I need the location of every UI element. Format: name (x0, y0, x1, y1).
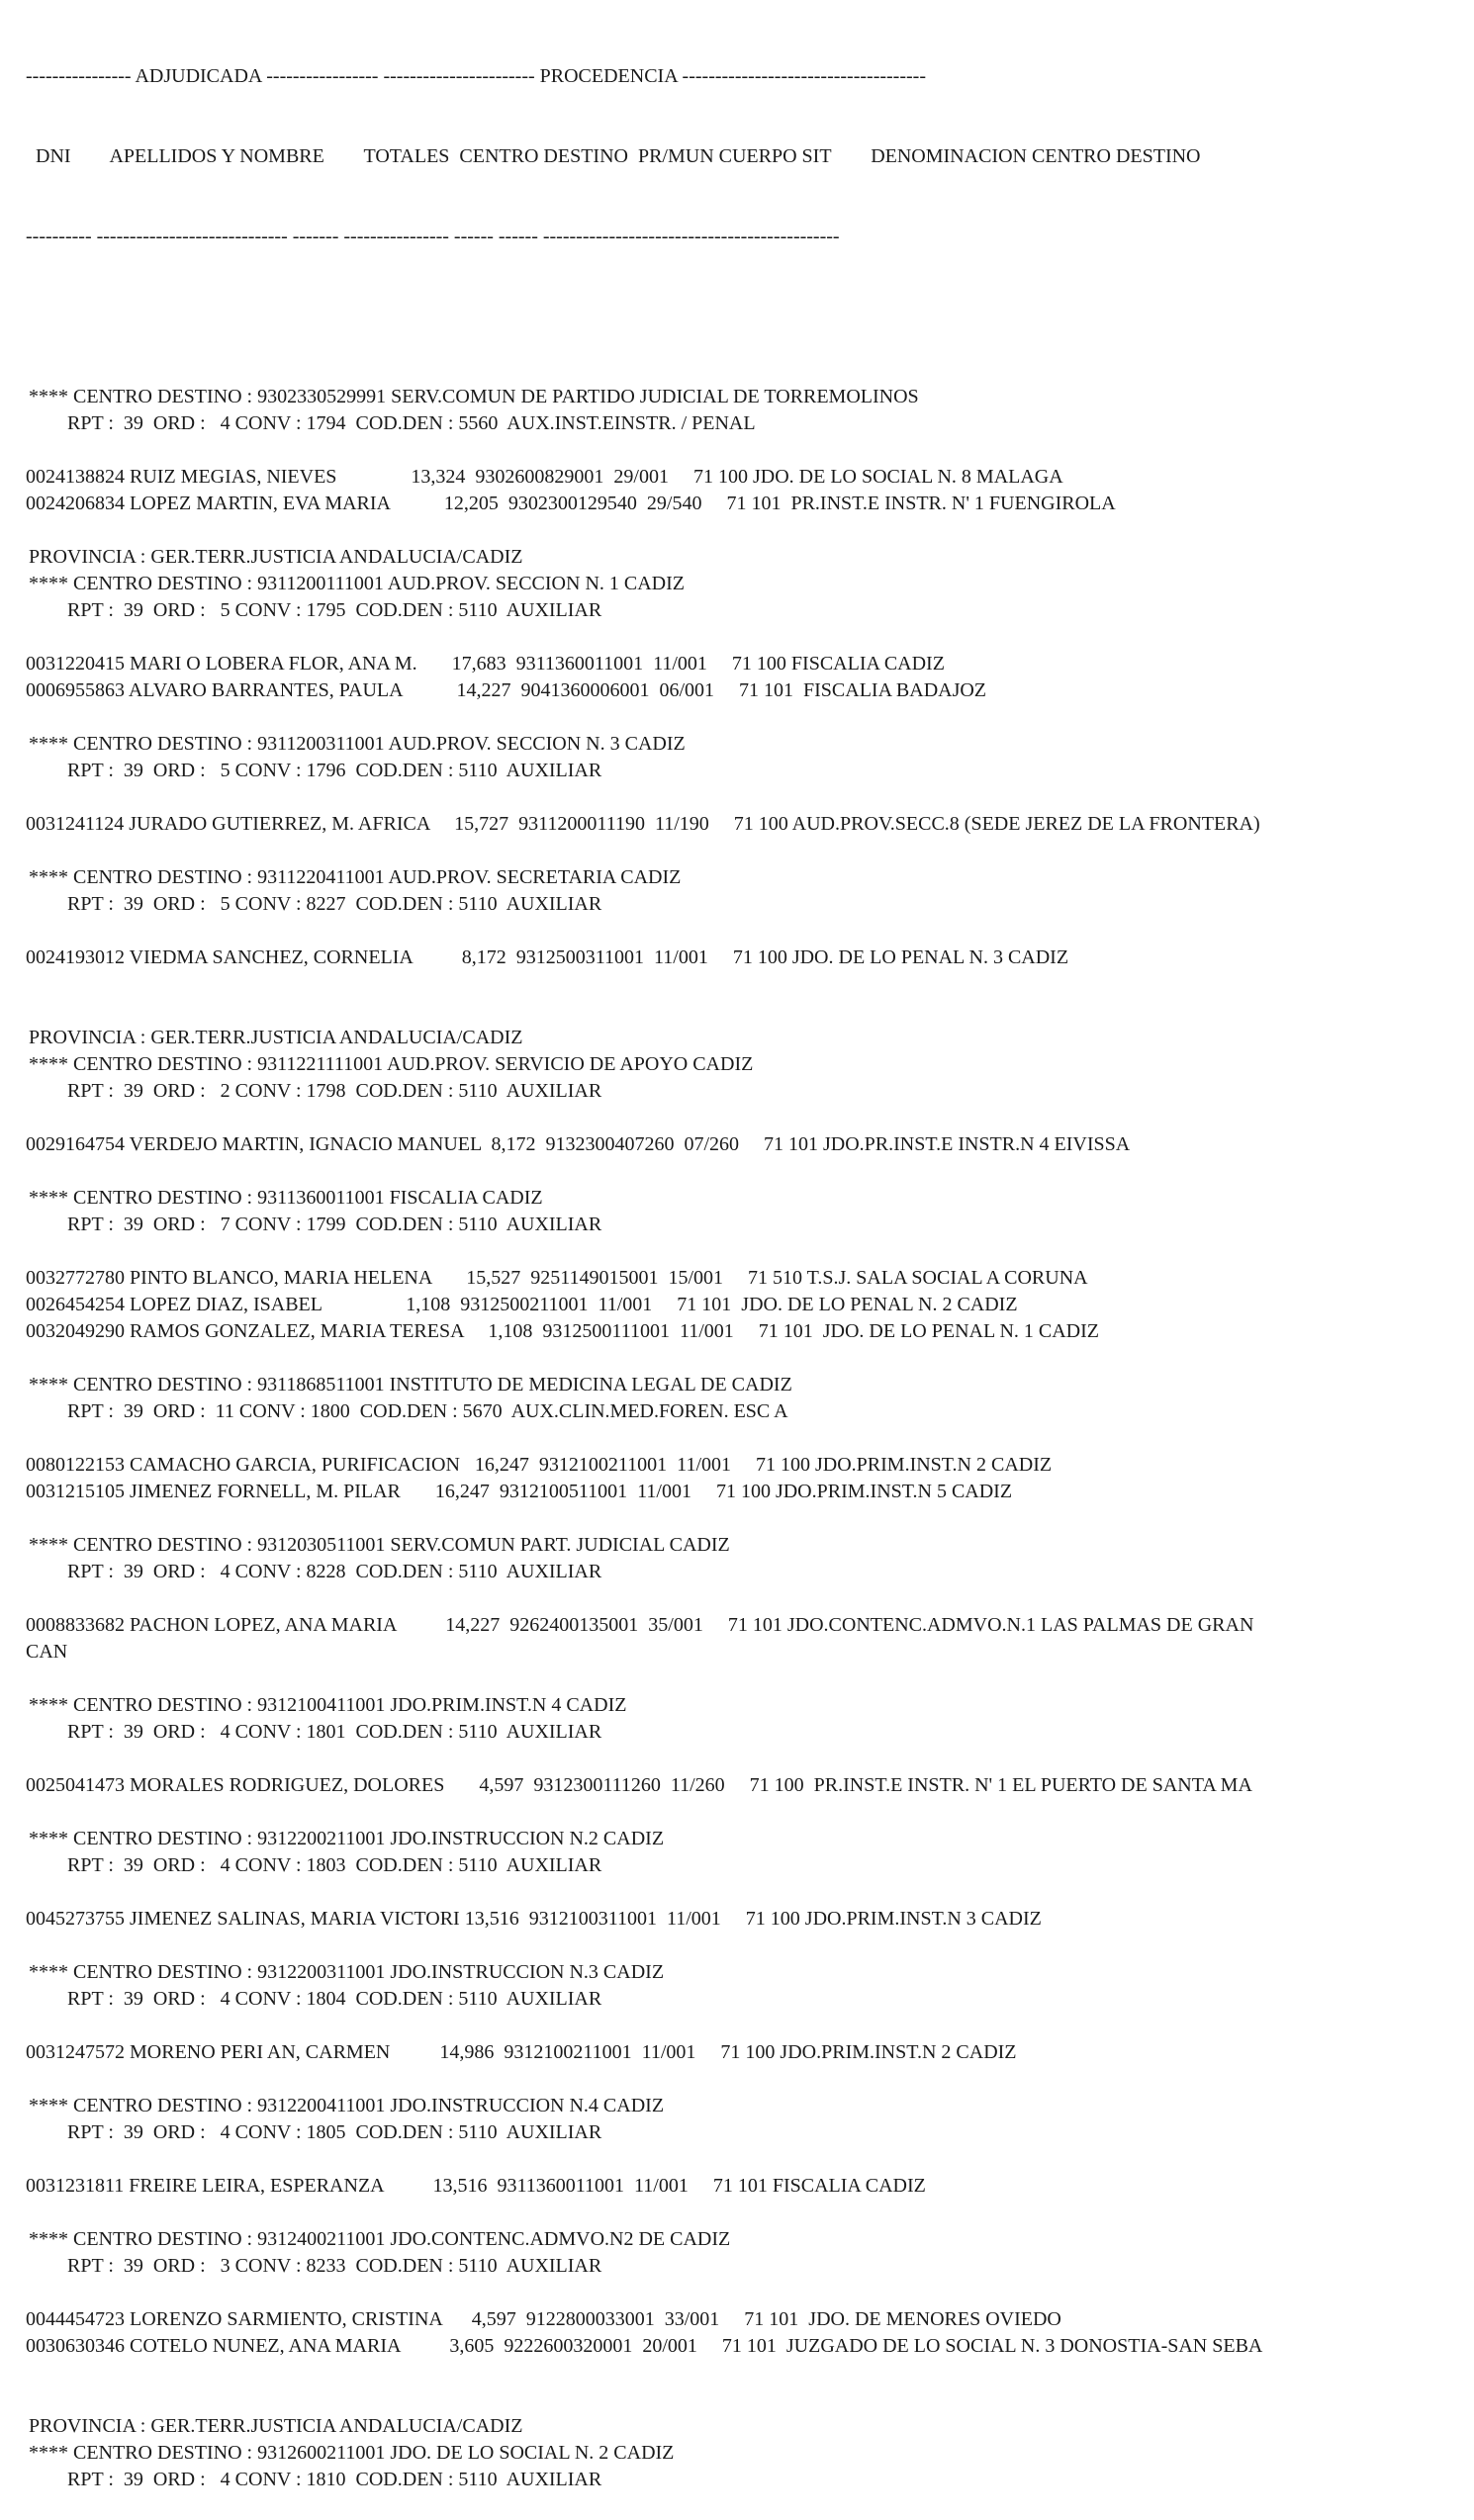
centro-block (26, 2226, 1460, 2413)
rpt-line: RPT : 39 ORD : 7 CONV : 1799 COD.DEN : 5110 AUXILIAR (67, 1214, 602, 1235)
centro-destino-line: **** CENTRO DESTINO : 9302330529991 SERV.COMUN DE PARTIDO JUDICIAL DE TORREMOLINOS (29, 386, 919, 407)
spacer (26, 624, 1460, 651)
centro-block (26, 384, 1460, 544)
centro-block (26, 1959, 1460, 2093)
province-line: PROVINCIA : GER.TERR.JUSTICIA ANDALUCIA/CADIZ (29, 546, 523, 568)
centro-block (26, 1826, 1460, 1959)
centro-block (26, 1372, 1460, 1532)
spacer (26, 1158, 1460, 1185)
assignment-row: 0029164754 VERDEJO MARTIN, IGNACIO MANUEL 8,172 9132300407260 07/260 71 101 JDO.PR.INST.E INSTR.N 4 EIVISSA (26, 1133, 1131, 1155)
centro-block (26, 2093, 1460, 2226)
spacer (26, 2146, 1460, 2173)
centro-destino-line: **** CENTRO DESTINO : 9311360011001 FISCALIA CADIZ (29, 1187, 543, 1209)
spacer (26, 1879, 1460, 1906)
rpt-line: RPT : 39 ORD : 11 CONV : 1800 COD.DEN : 5670 AUX.CLIN.MED.FOREN. ESC A (67, 1400, 788, 1422)
spacer (26, 304, 1460, 330)
centro-block (26, 1692, 1460, 1826)
assignment-row: 0026454254 LOPEZ DIAZ, ISABEL 1,108 9312500211001 11/001 71 101 JDO. DE LO PENAL N. 2 CADIZ (26, 1294, 1018, 1315)
spacer (26, 1746, 1460, 1772)
centro-destino-line: **** CENTRO DESTINO : 9312200211001 JDO.INSTRUCCION N.2 CADIZ (29, 1828, 665, 1849)
centro-destino-line: **** CENTRO DESTINO : 9311220411001 AUD.PROV. SECRETARIA CADIZ (29, 866, 682, 888)
province-line: PROVINCIA : GER.TERR.JUSTICIA ANDALUCIA/CADIZ (29, 2415, 523, 2437)
spacer (26, 1425, 1460, 1452)
spacer (26, 2200, 1460, 2226)
spacer (26, 971, 1460, 1025)
rpt-line: RPT : 39 ORD : 4 CONV : 1801 COD.DEN : 5110 AUXILIAR (67, 1721, 602, 1743)
spacer (26, 437, 1460, 464)
centro-destino-line: **** CENTRO DESTINO : 9311221111001 AUD.PROV. SERVICIO DE APOYO CADIZ (29, 1053, 754, 1075)
centro-block (26, 1025, 1460, 1185)
centro-block (26, 864, 1460, 1025)
spacer (26, 1799, 1460, 1826)
centro-destino-line: **** CENTRO DESTINO : 9311868511001 INSTITUTO DE MEDICINA LEGAL DE CADIZ (29, 1374, 792, 1395)
centro-block (26, 1532, 1460, 1692)
assignment-row: 0032772780 PINTO BLANCO, MARIA HELENA 15,527 9251149015001 15/001 71 510 T.S.J. SALA SOCIAL A CORUNA (26, 1267, 1088, 1289)
centro-block (26, 2413, 1460, 2493)
centro-destino-line: **** CENTRO DESTINO : 9311200111001 AUD.PROV. SECCION N. 1 CADIZ (29, 573, 685, 594)
spacer (26, 1105, 1460, 1131)
spacer (26, 1505, 1460, 1532)
province-line: PROVINCIA : GER.TERR.JUSTICIA ANDALUCIA/CADIZ (29, 1027, 523, 1048)
rpt-line: RPT : 39 ORD : 5 CONV : 1796 COD.DEN : 5110 AUXILIAR (67, 760, 602, 781)
assignment-row: 0031247572 MORENO PERI AN, CARMEN 14,986 9312100211001 11/001 71 100 JDO.PRIM.INST.N 2 CADIZ (26, 2041, 1017, 2063)
centro-destino-line: **** CENTRO DESTINO : 9312600211001 JDO. DE LO SOCIAL N. 2 CADIZ (29, 2442, 675, 2464)
rpt-line: RPT : 39 ORD : 5 CONV : 8227 COD.DEN : 5110 AUXILIAR (67, 893, 602, 915)
centro-destino-line: **** CENTRO DESTINO : 9312400211001 JDO.CONTENC.ADMVO.N2 DE CADIZ (29, 2228, 731, 2250)
centro-destino-line: **** CENTRO DESTINO : 9312200411001 JDO.INSTRUCCION N.4 CADIZ (29, 2095, 665, 2116)
assignment-row: 0008833682 PACHON LOPEZ, ANA MARIA 14,227 9262400135001 35/001 71 101 JDO.CONTENC.ADMVO.N.1 LAS PALMAS DE GRAN (26, 1614, 1254, 1636)
rpt-line: RPT : 39 ORD : 4 CONV : 1794 COD.DEN : 5560 AUX.INST.EINSTR. / PENAL (67, 412, 756, 434)
assignment-row: 0031241124 JURADO GUTIERREZ, M. AFRICA 15,727 9311200011190 11/190 71 100 AUD.PROV.SECC.8 (SEDE JEREZ DE LA FRONTERA) (26, 813, 1260, 835)
spacer (26, 2013, 1460, 2039)
assignment-row: CAN (26, 1641, 68, 1663)
assignment-row: 0031220415 MARI O LOBERA FLOR, ANA M. 17,683 9311360011001 11/001 71 100 FISCALIA CADIZ (26, 653, 945, 675)
rpt-line: RPT : 39 ORD : 4 CONV : 8228 COD.DEN : 5110 AUXILIAR (67, 1561, 602, 1582)
spacer (26, 1933, 1460, 1959)
rpt-line: RPT : 39 ORD : 4 CONV : 1810 COD.DEN : 5110 AUXILIAR (67, 2469, 602, 2490)
spacer (26, 784, 1460, 811)
spacer (26, 1238, 1460, 1265)
spacer (26, 918, 1460, 945)
assignment-row: 0045273755 JIMENEZ SALINAS, MARIA VICTORI 13,516 9312100311001 11/001 71 100 JDO.PRIM.INST.N 3 CADIZ (26, 1908, 1042, 1930)
centro-destino-line: **** CENTRO DESTINO : 9312100411001 JDO.PRIM.INST.N 4 CADIZ (29, 1694, 627, 1716)
centro-destino-line: **** CENTRO DESTINO : 9312030511001 SERV.COMUN PART. JUDICIAL CADIZ (29, 1534, 730, 1556)
header-line-3: ---------- ----------------------------- ------- ---------------- ------ ------ --------------------------------------------- (26, 225, 840, 247)
header-line-1: ---------------- ADJUDICADA ----------------- ----------------------- PROCEDENCIA ------------------------------------- (26, 65, 926, 87)
assignment-row: 0024193012 VIEDMA SANCHEZ, CORNELIA 8,172 9312500311001 11/001 71 100 JDO. DE LO PENAL N. 3 CADIZ (26, 946, 1069, 968)
header-line-2: DNI APELLIDOS Y NOMBRE TOTALES CENTRO DESTINO PR/MUN CUERPO SIT DENOMINACION CENTRO DESTINO (26, 145, 1201, 167)
spacer (26, 2360, 1460, 2413)
rpt-line: RPT : 39 ORD : 4 CONV : 1804 COD.DEN : 5110 AUXILIAR (67, 1988, 602, 2010)
spacer (26, 2066, 1460, 2093)
assignment-row: 0080122153 CAMACHO GARCIA, PURIFICACION 16,247 9312100211001 11/001 71 100 JDO.PRIM.INST.N 2 CADIZ (26, 1454, 1053, 1476)
rpt-line: RPT : 39 ORD : 2 CONV : 1798 COD.DEN : 5110 AUXILIAR (67, 1080, 602, 1102)
centro-destino-line: **** CENTRO DESTINO : 9311200311001 AUD.PROV. SECCION N. 3 CADIZ (29, 733, 686, 755)
spacer (26, 1585, 1460, 1612)
centro-block (26, 544, 1460, 731)
centro-block (26, 1185, 1460, 1372)
assignment-row: 0031231811 FREIRE LEIRA, ESPERANZA 13,516 9311360011001 11/001 71 101 FISCALIA CADIZ (26, 2175, 926, 2197)
rpt-line: RPT : 39 ORD : 3 CONV : 8233 COD.DEN : 5110 AUXILIAR (67, 2255, 602, 2277)
spacer (26, 1345, 1460, 1372)
assignment-row: 0044454723 LORENZO SARMIENTO, CRISTINA 4,597 9122800033001 33/001 71 101 JDO. DE MENORES OVIEDO (26, 2308, 1061, 2330)
rpt-line: RPT : 39 ORD : 5 CONV : 1795 COD.DEN : 5110 AUXILIAR (67, 599, 602, 621)
assignment-row: 0006955863 ALVARO BARRANTES, PAULA 14,227 9041360006001 06/001 71 101 FISCALIA BADAJOZ (26, 679, 987, 701)
assignment-row: 0030630346 COTELO NUNEZ, ANA MARIA 3,605 9222600320001 20/001 71 101 JUZGADO DE LO SOCIAL N. 3 DONOSTIA-SAN SEBA (26, 2335, 1263, 2357)
centro-destino-line: **** CENTRO DESTINO : 9312200311001 JDO.INSTRUCCION N.3 CADIZ (29, 1961, 665, 1983)
assignment-blocks (26, 384, 1460, 2493)
spacer (26, 838, 1460, 864)
assignment-row: 0024206834 LOPEZ MARTIN, EVA MARIA 12,205 9302300129540 29/540 71 101 PR.INST.E INSTR. N' 1 FUENGIROLA (26, 493, 1116, 514)
spacer (26, 2280, 1460, 2306)
rpt-line: RPT : 39 ORD : 4 CONV : 1803 COD.DEN : 5110 AUXILIAR (67, 1854, 602, 1876)
spacer (26, 517, 1460, 544)
centro-block (26, 731, 1460, 864)
assignment-row: 0031215105 JIMENEZ FORNELL, M. PILAR 16,247 9312100511001 11/001 71 100 JDO.PRIM.INST.N 5 CADIZ (26, 1481, 1013, 1502)
assignment-row: 0024138824 RUIZ MEGIAS, NIEVES 13,324 9302600829001 29/001 71 100 JDO. DE LO SOCIAL N. 8 MALAGA (26, 466, 1063, 488)
assignment-row: 0025041473 MORALES RODRIGUEZ, DOLORES 4,597 9312300111260 11/260 71 100 PR.INST.E INSTR. N' 1 EL PUERTO DE SANTA MA (26, 1774, 1252, 1796)
rpt-line: RPT : 39 ORD : 4 CONV : 1805 COD.DEN : 5110 AUXILIAR (67, 2121, 602, 2143)
spacer (26, 704, 1460, 731)
document-page (26, 10, 1460, 2520)
assignment-row: 0032049290 RAMOS GONZALEZ, MARIA TERESA 1,108 9312500111001 11/001 71 101 JDO. DE LO PENAL N. 1 CADIZ (26, 1320, 1099, 1342)
spacer (26, 1665, 1460, 1692)
